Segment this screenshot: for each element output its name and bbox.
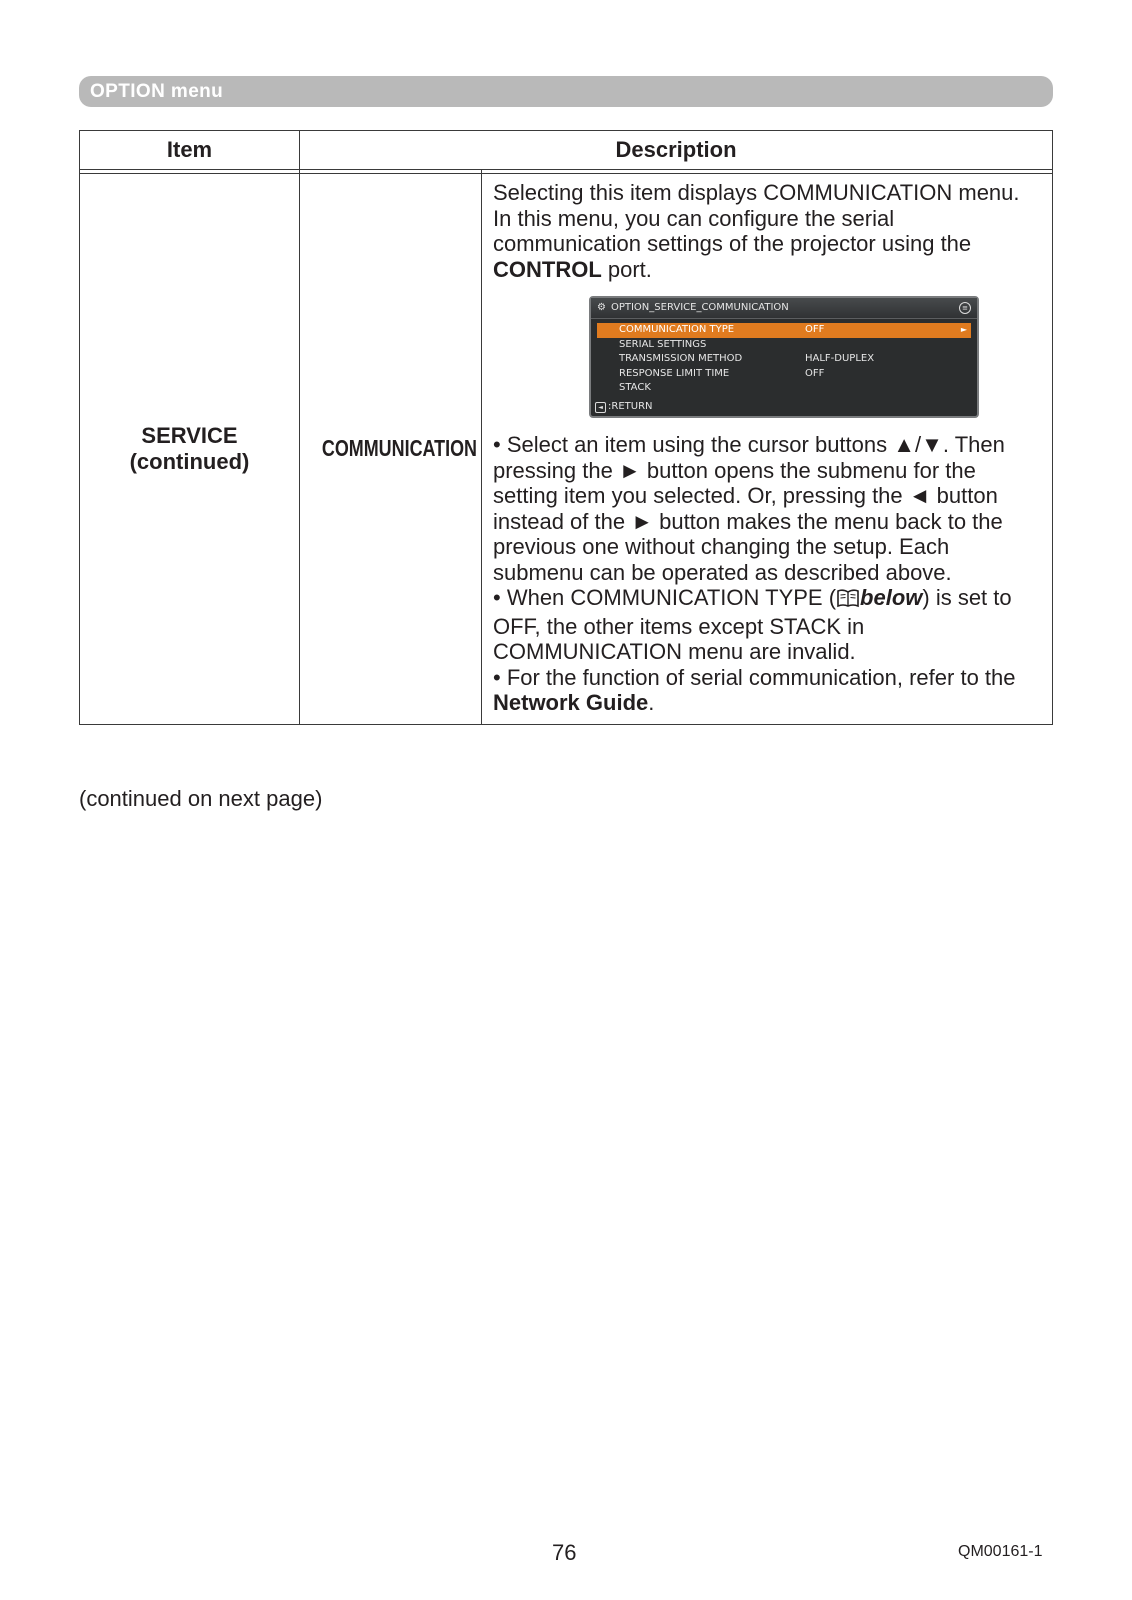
- page-number: 76: [552, 1540, 577, 1565]
- osd-item-value: OFF: [805, 324, 825, 335]
- book-reference-icon: [837, 588, 859, 614]
- item-continued: (continued): [129, 448, 250, 474]
- intro-line1: Selecting this item displays COMMUNICATION menu.: [493, 180, 1020, 205]
- osd-item-value: HALF-DUPLEX: [805, 353, 875, 364]
- intro-line2: In this menu, you can configure the serial communication settings of the projector using the CONTROL port.: [493, 205, 972, 282]
- bullet-communication-type: • When COMMUNICATION TYPE ( below) is set to OFF, the other items except STACK in COMMUNICATION menu are invalid.: [493, 585, 1012, 664]
- osd-item-label: SERIAL SETTINGS: [619, 338, 707, 350]
- osd-footer: [595, 400, 653, 414]
- osd-item-label: STACK: [619, 382, 651, 393]
- option-menu-icon: ⚙: [597, 302, 606, 313]
- table-header-row: [80, 131, 1053, 170]
- osd-menu-item[interactable]: [597, 381, 971, 396]
- submenu-arrow-icon: ►: [960, 325, 967, 334]
- sub-item-name: COMMUNICATION: [321, 435, 478, 462]
- description-cell: [482, 174, 1053, 725]
- continued-note: (continued on next page): [79, 786, 323, 811]
- osd-title: OPTION_SERVICE_COMMUNICATION: [610, 302, 789, 313]
- osd-menu-item[interactable]: [597, 352, 971, 367]
- document-code: QM00161-1: [958, 1543, 1043, 1560]
- osd-return-label: :RETURN: [608, 401, 653, 412]
- control-port-label: CONTROL: [493, 256, 602, 282]
- osd-menu-item[interactable]: [597, 323, 971, 338]
- header-description: Description: [300, 131, 1053, 170]
- item-cell: [80, 174, 300, 725]
- below-reference-link[interactable]: below: [860, 585, 923, 610]
- osd-item-label: TRANSMISSION METHOD: [619, 353, 743, 364]
- left-arrow-key-icon: ◄: [595, 402, 606, 413]
- header-item: Item: [80, 131, 300, 170]
- osd-item-label: RESPONSE LIMIT TIME: [619, 367, 730, 379]
- osd-item-value: OFF: [805, 367, 825, 379]
- osd-rows: [591, 319, 977, 396]
- item-name: SERVICE: [141, 422, 238, 448]
- osd-menu: [589, 296, 979, 418]
- network-guide-reference: Network Guide: [493, 690, 649, 715]
- osd-title-bar: [591, 298, 977, 319]
- osd-screenshot: [493, 282, 1042, 432]
- option-menu-table: [79, 130, 1053, 725]
- sub-item-cell: [300, 174, 482, 725]
- osd-menu-item[interactable]: [597, 367, 971, 382]
- bullet-network-guide: • For the function of serial communication, refer to the Network Guide.: [493, 664, 1016, 715]
- osd-menu-item[interactable]: [597, 338, 971, 353]
- osd-item-label: COMMUNICATION TYPE: [619, 324, 735, 335]
- menu-button-icon: ≡: [959, 302, 971, 314]
- section-header-bar: [79, 76, 1053, 107]
- bullet-navigation: • Select an item using the cursor buttons ▲/▼. Then pressing the ► button opens the submenu for the setting item you selected. Or, pressing the ◄ button instead of the ► button makes the menu back to the previous one without changing the setup. Each submenu can be operated as described above.: [493, 432, 1005, 585]
- table-row: [80, 174, 1053, 725]
- section-title: OPTION menu: [90, 81, 224, 102]
